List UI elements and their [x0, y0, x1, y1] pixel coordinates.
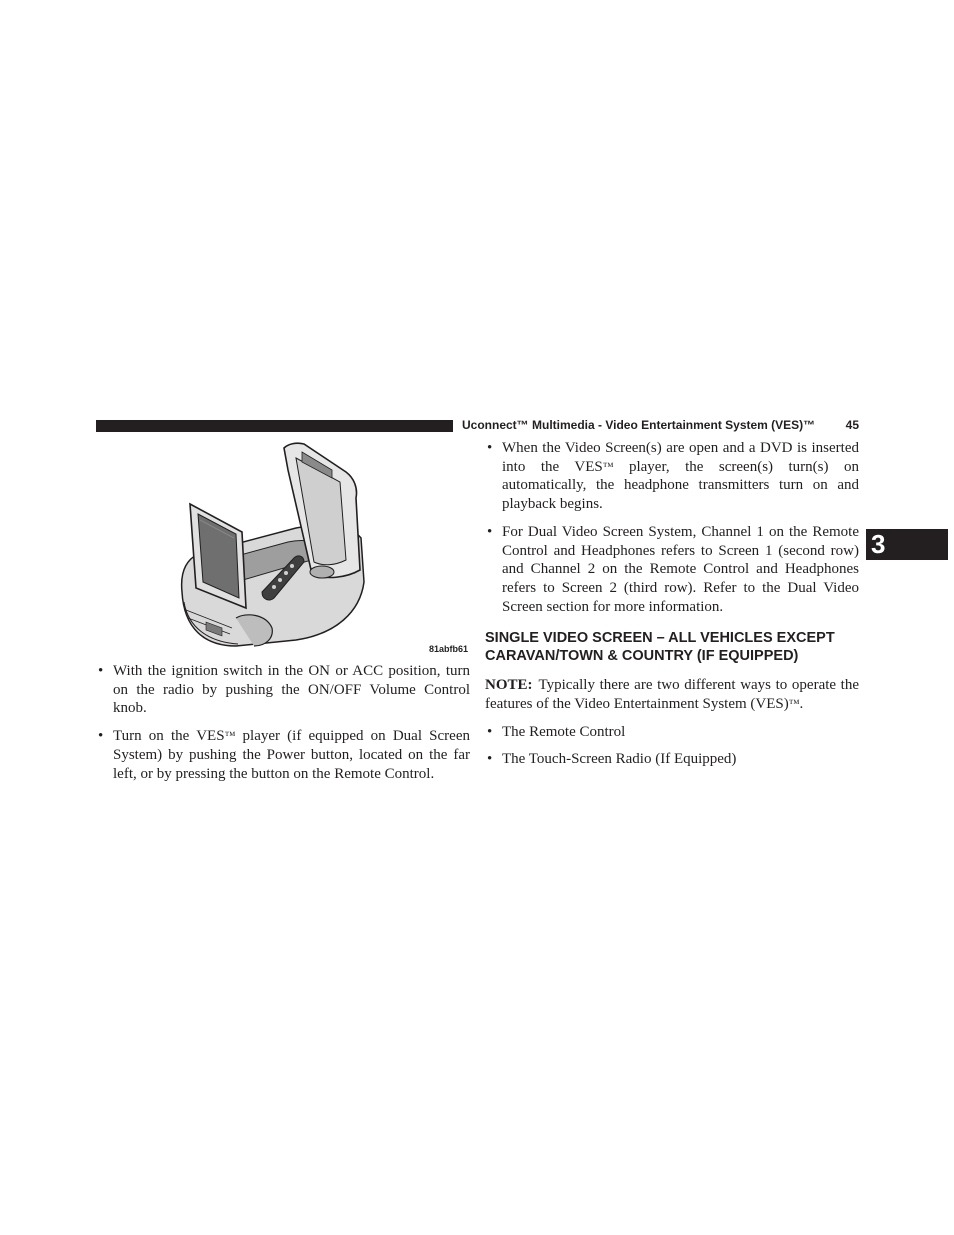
- note-paragraph: NOTE: Typically there are two different ways to operate the features of the Video Entertainment System (VES)™.: [485, 677, 859, 713]
- trademark-symbol: ™: [224, 730, 236, 743]
- overhead-console-video-screen-illustration: [176, 442, 472, 656]
- section-heading: SINGLE VIDEO SCREEN – ALL VEHICLES EXCEPT CARAVAN/TOWN & COUNTRY (IF EQUIPPED): [485, 630, 835, 665]
- list-item: • For Dual Video Screen System, Channel 1 on the Remote Control and Headphones refers to Screen 1 (second row) and Channel 2 on the Remote Control and Headphones refers to Screen 2 (third row). Refer to the Dual Video Screen section for more information.: [487, 523, 859, 615]
- right-column: [485, 439, 859, 778]
- trademark-symbol: ™: [602, 460, 614, 473]
- list-item: • When the Video Screen(s) are open and a DVD is inserted into the VES™ player, the screen(s) turn(s) on automatically, the headphone transmitters turn on and playback begins.: [487, 440, 859, 513]
- running-title: Uconnect™ Multimedia - Video Entertainment System (VES)™: [462, 418, 816, 432]
- list-item: • Turn on the VES™ player (if equipped on Dual Screen System) by pushing the Power button, located on the far left, or by pressing the button on the Remote Control.: [98, 728, 470, 782]
- chapter-tab[interactable]: 3: [866, 529, 948, 560]
- bullet-dot: •: [487, 751, 493, 768]
- bullet-dot: •: [98, 663, 104, 679]
- figure-code: 81abfb61: [428, 644, 468, 654]
- list-item: • The Touch-Screen Radio (If Equipped): [487, 751, 737, 768]
- page-number: 45: [845, 418, 859, 432]
- bullet-dot: •: [487, 723, 493, 740]
- header-rule: [96, 420, 453, 432]
- bullet-dot: •: [98, 728, 104, 745]
- overhead-console-figure: [176, 442, 472, 656]
- running-header: [462, 417, 859, 433]
- note-label: NOTE:: [485, 677, 533, 694]
- list-item: • The Remote Control: [487, 723, 626, 740]
- left-column: [96, 662, 470, 792]
- bullet-dot: •: [487, 440, 493, 456]
- bullet-dot: •: [487, 523, 493, 540]
- trademark-symbol: ™: [788, 698, 800, 711]
- list-item: • With the ignition switch in the ON or ACC position, turn on the radio by pushing the ON/OFF Volume Control knob.: [98, 663, 470, 717]
